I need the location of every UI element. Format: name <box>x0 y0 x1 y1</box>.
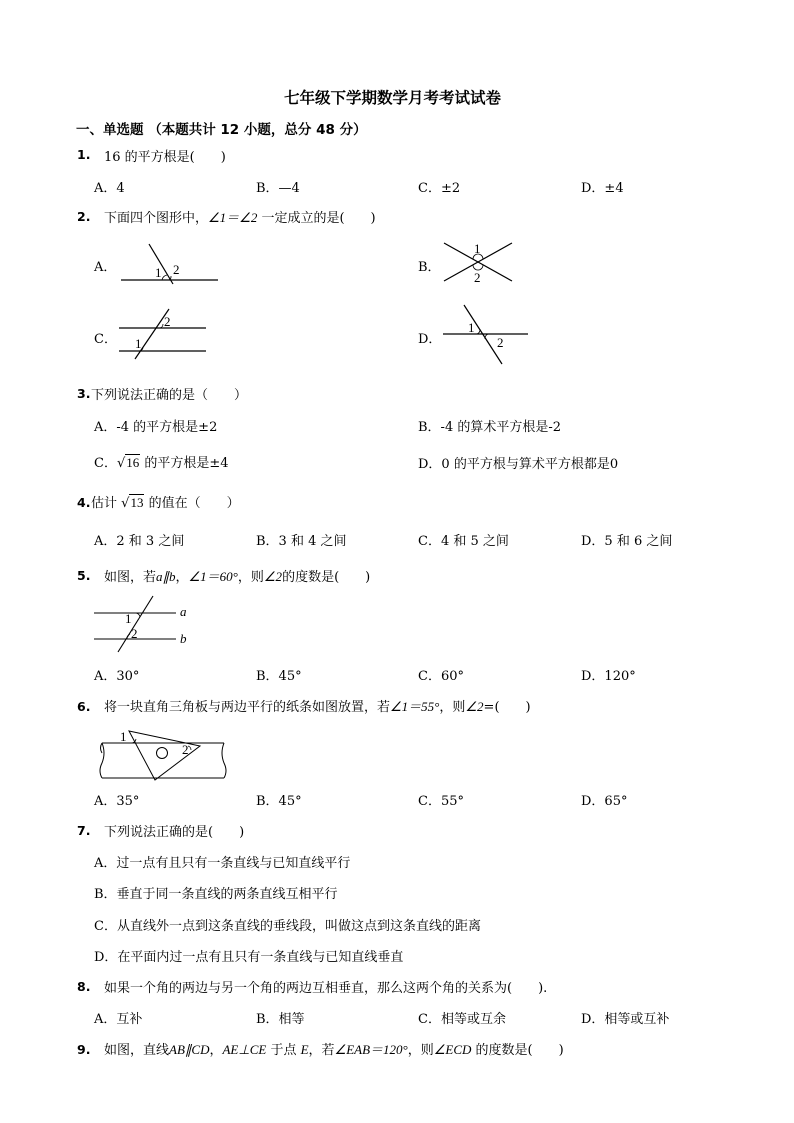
option-text: 的平方根是±4 <box>144 456 229 471</box>
option-d: D．±4 <box>581 181 624 196</box>
figure-2c <box>116 307 226 362</box>
option-c: C． <box>94 332 117 347</box>
stem-text: 的度数是( ) <box>282 570 371 585</box>
option-b: B．45° <box>256 794 302 809</box>
stem-math: a∥b <box>156 569 176 584</box>
figure-label: 1 <box>135 336 142 351</box>
question-stem <box>104 566 370 585</box>
option-c <box>94 452 229 471</box>
stem-math: ∠1＝60° <box>188 569 238 584</box>
question-number: 1. <box>77 147 91 162</box>
question-number: 6. <box>77 699 91 714</box>
angle-arc <box>160 324 163 328</box>
question-number: 5. <box>77 568 91 583</box>
option-a: A．4 <box>94 181 125 196</box>
option-a: A．2 和 3 之间 <box>94 534 185 549</box>
stem-text: 如图，若 <box>104 570 157 585</box>
stem-math: AB∥CD <box>169 1042 210 1057</box>
option-label: C． <box>94 456 117 471</box>
option-a: A．互补 <box>94 1012 143 1027</box>
question-stem <box>91 492 240 511</box>
option-a: A．过一点有且只有一条直线与已知直线平行 <box>94 856 351 871</box>
question-number: 2. <box>77 209 91 224</box>
figure-2d <box>440 302 540 367</box>
figure-label: 1 <box>125 611 132 626</box>
question-stem <box>104 207 376 226</box>
figure-label: 2 <box>164 314 171 329</box>
stem-text: ，若 <box>308 1043 335 1058</box>
stem-text: 如图，直线 <box>104 1043 170 1058</box>
stem-text: 一定成立的是( ) <box>261 211 376 226</box>
question-number: 3. <box>77 386 91 401</box>
page-title: 七年级下学期数学月考考试试卷 <box>284 89 502 107</box>
option-d: D．在平面内过一点有且只有一条直线与已知直线垂直 <box>94 950 404 965</box>
radicand: 13 <box>130 495 144 510</box>
stem-text: ， <box>175 570 189 585</box>
option-d: D．0 的平方根与算术平方根都是0 <box>418 457 619 472</box>
figure-label: 2 <box>497 335 504 350</box>
stem-math: ∠1＝∠2 <box>208 210 258 225</box>
option-c: C．60° <box>418 669 464 684</box>
figure-label: 1 <box>155 265 162 280</box>
stem-text: ，则 <box>237 570 264 585</box>
radicand: 16 <box>126 455 140 470</box>
figure-2b <box>440 239 520 287</box>
option-d: D．5 和 6 之间 <box>581 534 673 549</box>
question-stem: 下列说法正确的是（ ） <box>91 388 248 403</box>
section-header: 一、单选题 （本题共计 12 小题，总分 48 分） <box>76 122 367 138</box>
stem-text: 将一块直角三角板与两边平行的纸条如图放置，若 <box>104 700 391 715</box>
option-d: D． <box>418 332 442 347</box>
option-c: C．相等或互余 <box>418 1012 506 1027</box>
stem-text: ，则 <box>439 700 466 715</box>
stem-text: 下面四个图形中， <box>104 211 209 226</box>
strip-top-edge <box>101 743 103 753</box>
question-stem <box>104 696 531 715</box>
stem-text: ，则 <box>407 1043 434 1058</box>
stem-text: =( ) <box>483 700 531 715</box>
option-c: C．从直线外一点到这条直线的垂线段，叫做这点到这条直线的距离 <box>94 919 481 934</box>
question-number: 8. <box>77 979 91 994</box>
figure-label: 2 <box>474 270 481 285</box>
figure-label: b <box>180 631 187 646</box>
question-number: 7. <box>77 823 91 838</box>
figure-label: 1 <box>120 729 127 744</box>
figure-label: 2 <box>131 626 138 641</box>
option-c: C．4 和 5 之间 <box>418 534 509 549</box>
option-a: A． <box>94 260 117 275</box>
stem-math: AE⊥CE <box>222 1042 267 1057</box>
question-stem: 如果一个角的两边与另一个角的两边互相垂直，那么这两个角的关系为( ). <box>104 981 548 996</box>
triangle <box>129 731 200 780</box>
option-a: A．-4 的平方根是±2 <box>94 420 218 435</box>
option-b: B．45° <box>256 669 302 684</box>
figure-label: 1 <box>474 241 481 256</box>
stem-text: 的值在（ ） <box>148 496 240 511</box>
option-b: B．-4 的算术平方根是-2 <box>418 420 562 435</box>
option-b: B．垂直于同一条直线的两条直线互相平行 <box>94 887 338 902</box>
figure-5 <box>92 594 202 654</box>
stem-text: 估计 <box>91 496 118 511</box>
question-number: 4. <box>77 495 91 510</box>
option-b: B．3 和 4 之间 <box>256 534 347 549</box>
figure-label: 1 <box>468 320 475 335</box>
option-b: B．—4 <box>256 181 300 196</box>
question-stem: 下列说法正确的是( ) <box>104 825 245 840</box>
sqrt-symbol: √ <box>116 456 126 471</box>
figure-label: 2 <box>173 262 180 277</box>
stem-math: ∠EAB＝120° <box>334 1042 408 1057</box>
question-number: 9. <box>77 1042 91 1057</box>
stem-math: ∠1＝55° <box>390 699 440 714</box>
option-b: B．相等 <box>256 1012 305 1027</box>
option-d: D．相等或互补 <box>581 1012 670 1027</box>
stem-text: ， <box>209 1043 223 1058</box>
figure-6 <box>98 726 228 786</box>
stem-text: 的度数是( ) <box>471 1043 564 1058</box>
angle-arc <box>162 275 167 280</box>
stem-math: E <box>300 1042 309 1057</box>
question-stem: 16 的平方根是( ) <box>104 150 226 165</box>
figure-label: 2 <box>182 742 189 757</box>
strip-right-edge <box>222 743 226 778</box>
figure-label: a <box>180 604 187 619</box>
sqrt-symbol: √ <box>121 496 130 511</box>
option-d: D．65° <box>581 794 628 809</box>
option-c: C．±2 <box>418 181 461 196</box>
option-a: A．30° <box>94 669 140 684</box>
angle-arc <box>127 634 130 639</box>
figure-line <box>118 596 153 652</box>
option-a: A．35° <box>94 794 140 809</box>
angle-arc <box>136 613 140 617</box>
option-d: D．120° <box>581 669 636 684</box>
figure-2a <box>118 242 248 292</box>
stem-text: 于点 <box>266 1043 301 1058</box>
stem-math: ∠ECD <box>433 1042 472 1057</box>
option-b: B． <box>418 260 441 275</box>
option-c: C．55° <box>418 794 464 809</box>
question-stem <box>104 1039 564 1058</box>
stem-math: ∠2 <box>465 699 484 714</box>
triangle-hole <box>157 748 168 759</box>
stem-math: ∠2 <box>263 569 283 584</box>
